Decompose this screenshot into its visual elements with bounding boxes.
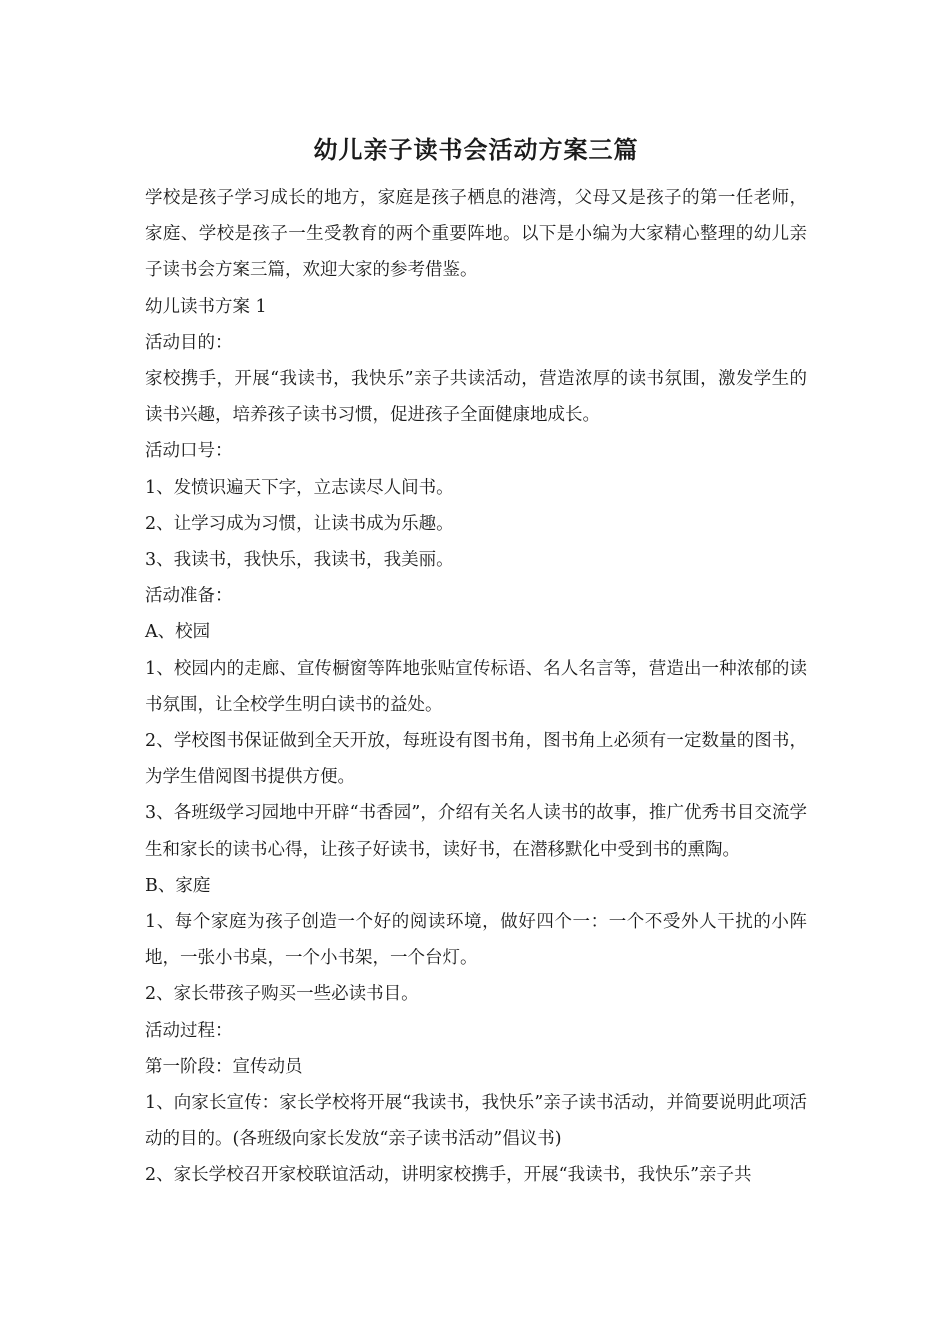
slogan-item-3: 3、我读书，我快乐，我读书，我美丽。 xyxy=(145,550,454,571)
document-body xyxy=(145,128,807,1194)
heading-activity-preparation: 活动准备： xyxy=(145,586,233,607)
purpose-paragraph: 家校携手，开展“我读书，我快乐”亲子共读活动，营造浓厚的读书氛围，激发学生的读书兴趣，培养孩子读书习惯，促进孩子全面健康地成长。 xyxy=(145,369,807,426)
slogan-item-2: 2、让学习成为习惯，让读书成为乐趣。 xyxy=(145,513,454,534)
document-title: 幼儿亲子读书会活动方案三篇 xyxy=(313,136,639,164)
subheading-family: B、家庭 xyxy=(145,875,211,896)
stage-1-item-2: 2、家长学校召开家校联谊活动，讲明家校携手，开展“我读书，我快乐”亲子共 xyxy=(145,1165,752,1186)
heading-activity-slogan: 活动口号： xyxy=(145,441,233,462)
family-item-1: 1、每个家庭为孩子创造一个好的阅读环境，做好四个一：一个不受外人干扰的小阵地，一张小书桌，一个小书架，一个台灯。 xyxy=(145,912,807,969)
family-item-2: 2、家长带孩子购买一些必读书目。 xyxy=(145,984,419,1005)
stage-1-heading: 第一阶段：宣传动员 xyxy=(145,1056,303,1077)
stage-1-item-1: 1、向家长宣传：家长学校将开展“我读书，我快乐”亲子读书活动，并简要说明此项活动的目的。(各班级向家长发放“亲子读书活动”倡议书) xyxy=(145,1093,807,1150)
campus-item-1: 1、校园内的走廊、宣传橱窗等阵地张贴宣传标语、名人名言等，营造出一种浓郁的读书氛围，让全校学生明白读书的益处。 xyxy=(145,658,807,715)
slogan-item-1: 1、发愤识遍天下字，立志读尽人间书。 xyxy=(145,477,454,498)
heading-activity-purpose: 活动目的： xyxy=(145,332,233,353)
heading-activity-process: 活动过程： xyxy=(145,1020,233,1041)
campus-item-3: 3、各班级学习园地中开辟“书香园”，介绍有关名人读书的故事，推广优秀书目交流学生和家长的读书心得，让孩子好读书，读好书，在潜移默化中受到书的熏陶。 xyxy=(145,803,807,860)
campus-item-2: 2、学校图书保证做到全天开放，每班设有图书角，图书角上必须有一定数量的图书，为学生借阅图书提供方便。 xyxy=(145,731,807,788)
subheading-campus: A、校园 xyxy=(145,622,211,643)
intro-paragraph: 学校是孩子学习成长的地方，家庭是孩子栖息的港湾，父母又是孩子的第一任老师，家庭、学校是孩子一生受教育的两个重要阵地。以下是小编为大家精心整理的幼儿亲子读书会方案三篇，欢迎大家的参考借鉴。 xyxy=(145,188,807,281)
section-heading-plan-1: 幼儿读书方案 1 xyxy=(145,296,267,317)
